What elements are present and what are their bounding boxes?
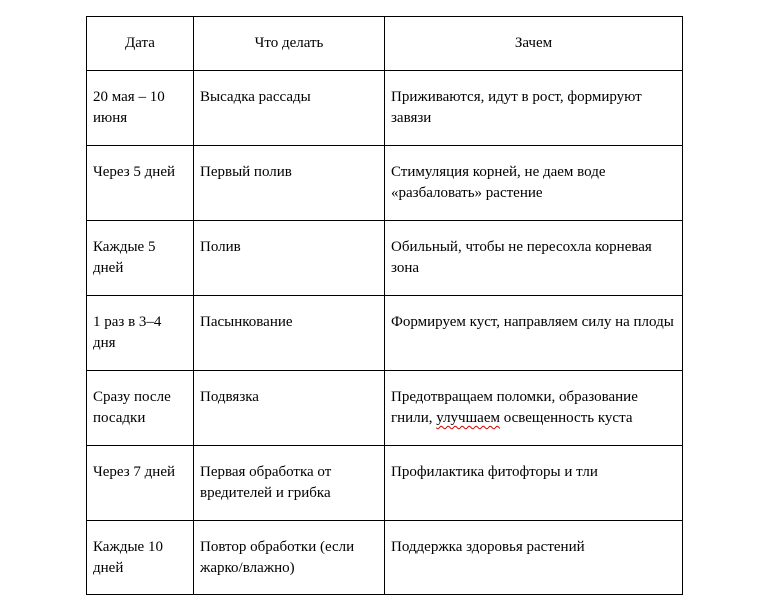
header-reason: Зачем bbox=[385, 17, 683, 71]
cell-action-text: Полив bbox=[200, 239, 241, 255]
cell-date-text: Сразу после посадки bbox=[93, 389, 171, 426]
cell-action bbox=[194, 296, 385, 371]
cell-date-text: Через 5 дней bbox=[93, 164, 176, 180]
table-row bbox=[87, 296, 683, 371]
cell-date bbox=[87, 521, 194, 595]
table-row bbox=[87, 446, 683, 521]
table-row bbox=[87, 146, 683, 221]
cell-action-text: Подвязка bbox=[200, 389, 259, 405]
table-row bbox=[87, 521, 683, 595]
cell-action bbox=[194, 371, 385, 446]
cell-date-text: Через 7 дней bbox=[93, 464, 176, 480]
cell-reason-text: Формируем куст, направляем силу на плоды bbox=[391, 314, 674, 330]
cell-action-text: Первый полив bbox=[200, 164, 292, 180]
cell-reason-text: Обильный, чтобы не пересохла корневая зона bbox=[391, 239, 652, 276]
cell-action bbox=[194, 221, 385, 296]
cell-reason-text: Приживаются, идут в рост, формируют завязи bbox=[391, 89, 642, 126]
cell-action bbox=[194, 521, 385, 595]
reason-text-before: Предотвращаем поломки, образование гнили, bbox=[391, 389, 638, 426]
cell-reason bbox=[385, 146, 683, 221]
cell-date bbox=[87, 371, 194, 446]
cell-date bbox=[87, 71, 194, 146]
cell-reason bbox=[385, 296, 683, 371]
cell-action-text: Первая обработка от вредителей и грибка bbox=[200, 464, 332, 501]
header-action: Что делать bbox=[194, 17, 385, 71]
cell-reason bbox=[385, 371, 683, 446]
cell-reason bbox=[385, 221, 683, 296]
table-row bbox=[87, 221, 683, 296]
table-row bbox=[87, 71, 683, 146]
cell-reason bbox=[385, 71, 683, 146]
cell-reason-text bbox=[385, 371, 682, 429]
cell-reason-text: Профилактика фитофторы и тли bbox=[391, 464, 598, 480]
cell-date-text: Каждые 10 дней bbox=[93, 539, 163, 576]
cell-date-text: 1 раз в 3–4 дня bbox=[93, 314, 162, 351]
cell-date-text: Каждые 5 дней bbox=[93, 239, 156, 276]
header-date: Дата bbox=[87, 17, 194, 71]
cell-action bbox=[194, 71, 385, 146]
cell-action-text: Пасынкование bbox=[200, 314, 293, 330]
table-header-row bbox=[87, 17, 683, 71]
cell-reason-text: Поддержка здоровья растений bbox=[391, 539, 585, 555]
table-row bbox=[87, 371, 683, 446]
cell-reason bbox=[385, 521, 683, 595]
care-schedule-table bbox=[86, 16, 683, 595]
reason-text-after: освещенность куста bbox=[499, 410, 633, 426]
cell-date bbox=[87, 296, 194, 371]
cell-action-text: Высадка рассады bbox=[200, 89, 311, 105]
cell-date bbox=[87, 446, 194, 521]
cell-reason bbox=[385, 446, 683, 521]
cell-reason-text: Стимуляция корней, не даем воде «разбаловать» растение bbox=[391, 164, 606, 201]
cell-date-text: 20 мая – 10 июня bbox=[93, 89, 165, 126]
cell-date bbox=[87, 221, 194, 296]
cell-action bbox=[194, 446, 385, 521]
cell-action bbox=[194, 146, 385, 221]
cell-action-text: Повтор обработки (если жарко/влажно) bbox=[200, 539, 355, 576]
cell-date bbox=[87, 146, 194, 221]
spellcheck-flagged-word: улучшаем bbox=[436, 410, 500, 426]
